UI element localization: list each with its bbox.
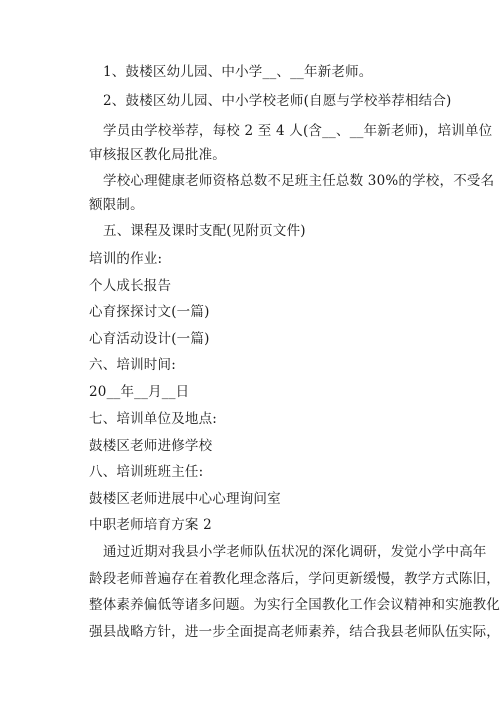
paragraph-line: 审核报区教化局批准。: [89, 147, 226, 163]
paragraph-line: 鼓楼区老师进修学校: [89, 438, 213, 454]
paragraph-line: 学员由学校举荐，每校 2 至 4 人(含__、__年新老师)，培训单位: [103, 123, 493, 139]
list-item-1: 1、鼓楼区幼儿园、中小学__、__年新老师。: [103, 64, 373, 80]
document-subtitle: 中职老师培育方案 2: [89, 517, 212, 533]
paragraph-line: 培训的作业:: [89, 251, 163, 267]
paragraph-line: 龄段老师普遍存在着教化理念落后，学问更新缓慢，教学方式陈旧，: [89, 571, 500, 587]
list-item: 心育探探讨文(一篇): [89, 304, 210, 320]
paragraph-line: 整体素养偏低等诸多问题。为实行全国教化工作会议精神和实施教化: [89, 597, 500, 613]
list-item-2: 2、鼓楼区幼儿园、中小学校老师(自愿与学校举荐相结合): [103, 93, 452, 109]
section-heading: 五、课程及课时支配(见附页文件): [103, 223, 306, 239]
paragraph-line: 额限制。: [89, 197, 144, 213]
paragraph-line: 鼓楼区老师进展中心心理询问室: [89, 491, 281, 507]
paragraph-line: 强县战略方针，进一步全面提高老师素养，结合我县老师队伍实际，: [89, 624, 500, 640]
paragraph-line: 通过近期对我县小学老师队伍状况的深化调研，发觉小学中高年: [103, 544, 487, 560]
section-heading: 七、培训单位及地点:: [89, 411, 218, 427]
list-item: 个人成长报告: [89, 278, 172, 294]
list-item: 心育活动设计(一篇): [89, 331, 210, 347]
paragraph-line: 学校心理健康老师资格总数不足班主任总数 30%的学校，不受名: [103, 173, 495, 189]
paragraph-line: 20__年__月__日: [89, 384, 190, 400]
section-heading: 六、培训时间:: [89, 357, 176, 373]
section-heading: 八、培训班班主任:: [89, 464, 204, 480]
